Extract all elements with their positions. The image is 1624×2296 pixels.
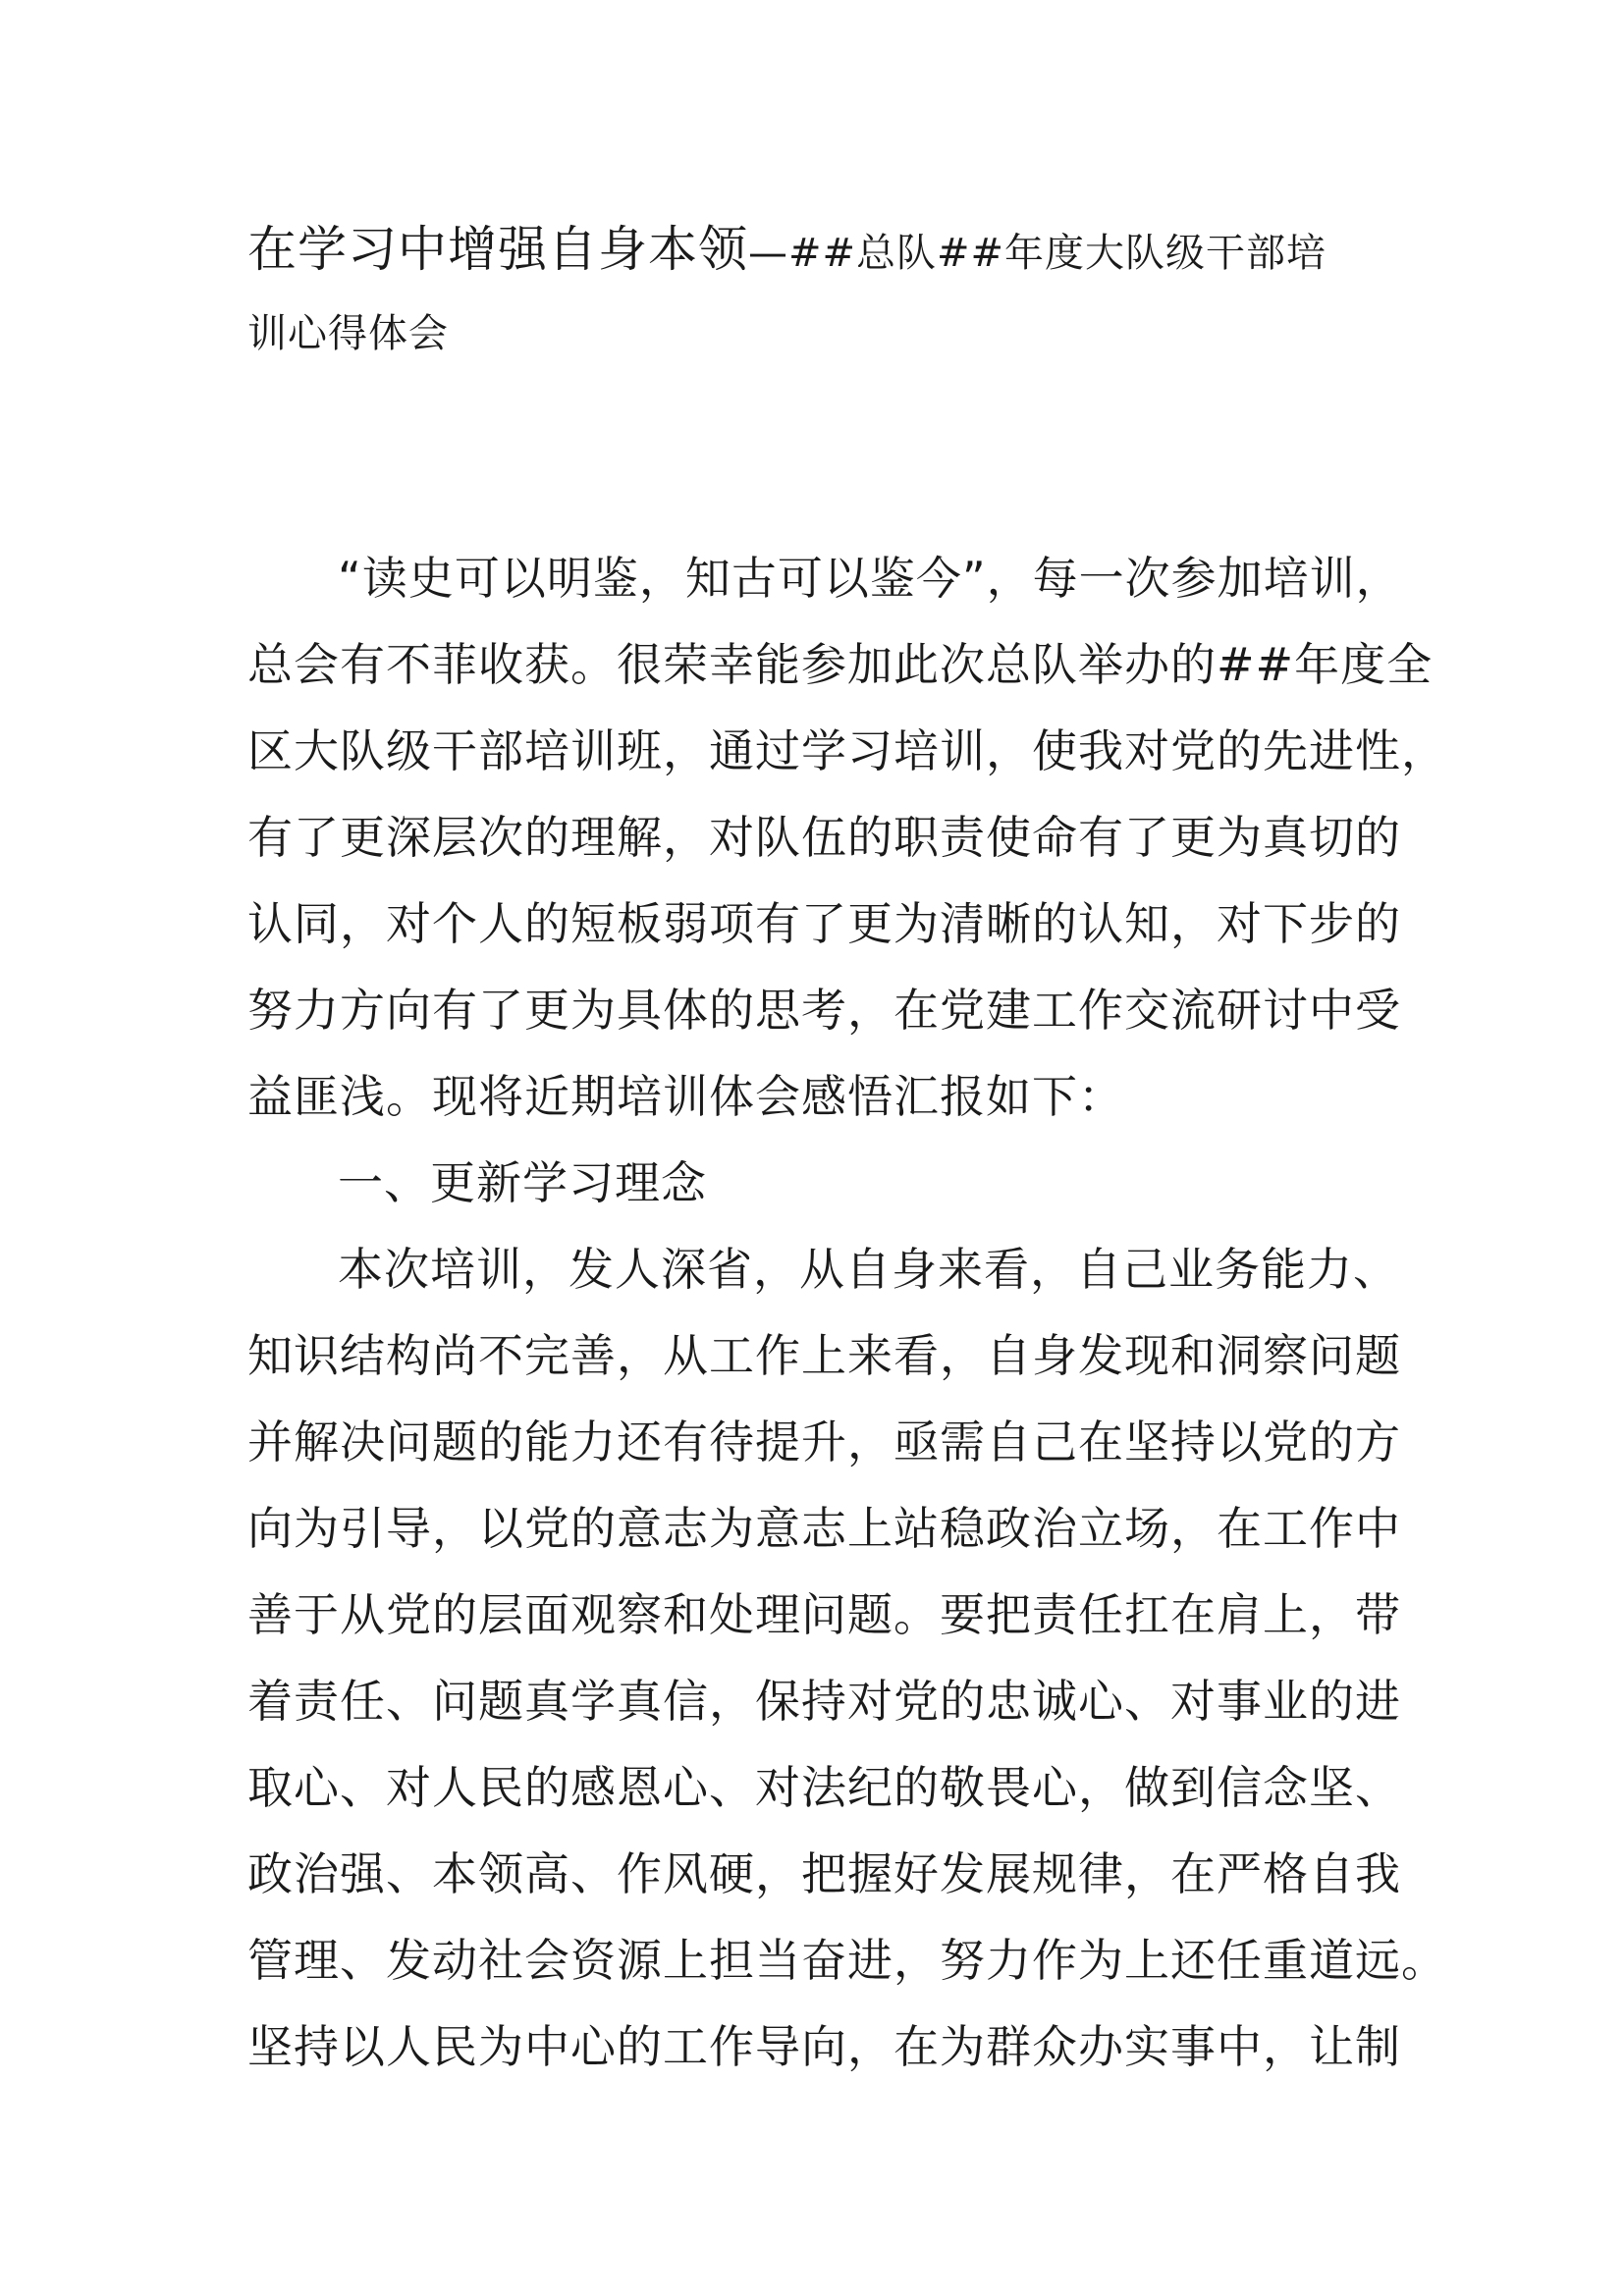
document-title [247, 218, 1396, 365]
paragraph-line: 着责任、问题真学真信，保持对党的忠诚心、对事业的进 [247, 1675, 1401, 1728]
title-subtitle: —##总队##年度大队级干部培 [748, 231, 1327, 276]
paragraph-line: “读史可以明鉴，知古可以鉴今”，每一次参加培训， [338, 552, 1402, 605]
paragraph-line: 认同，对个人的短板弱项有了更为清晰的认知，对下步的 [247, 897, 1401, 950]
paragraph-line: 坚持以人民为中心的工作导向，在为群众办实事中，让制 [247, 2020, 1401, 2073]
paragraph-line: 益匪浅。现将近期培训体会感悟汇报如下： [247, 1070, 1124, 1123]
paragraph-line: 政治强、本领高、作风硬，把握好发展规律，在严格自我 [247, 1847, 1401, 1900]
document-body [247, 535, 1447, 2090]
paragraph-line: 善于从党的层面观察和处理问题。要把责任扛在肩上，带 [247, 1588, 1401, 1641]
paragraph-line: 向为引导，以党的意志为意志上站稳政治立场，在工作中 [247, 1502, 1401, 1555]
title-main: 在学习中增强自身本领 [247, 221, 748, 278]
title-subtitle-continued: 训心得体会 [247, 311, 449, 356]
section-heading: 一、更新学习理念 [338, 1156, 707, 1209]
paragraph-line: 区大队级干部培训班，通过学习培训，使我对党的先进性， [247, 724, 1447, 777]
paragraph-line: 知识结构尚不完善，从工作上来看，自身发现和洞察问题 [247, 1329, 1401, 1382]
paragraph-line: 本次培训，发人深省，从自身来看，自己业务能力、 [338, 1243, 1399, 1296]
paragraph-line: 努力方向有了更为具体的思考，在党建工作交流研讨中受 [247, 984, 1401, 1037]
paragraph-line: 并解决问题的能力还有待提升，亟需自己在坚持以党的方 [247, 1415, 1401, 1468]
paragraph-line: 管理、发动社会资源上担当奋进，努力作为上还任重道远。 [247, 1934, 1447, 1987]
paragraph-line: 总会有不菲收获。很荣幸能参加此次总队举办的##年度全 [247, 638, 1434, 691]
paragraph-line: 取心、对人民的感恩心、对法纪的敬畏心，做到信念坚、 [247, 1761, 1401, 1814]
paragraph-line: 有了更深层次的理解，对队伍的职责使命有了更为真切的 [247, 811, 1401, 864]
